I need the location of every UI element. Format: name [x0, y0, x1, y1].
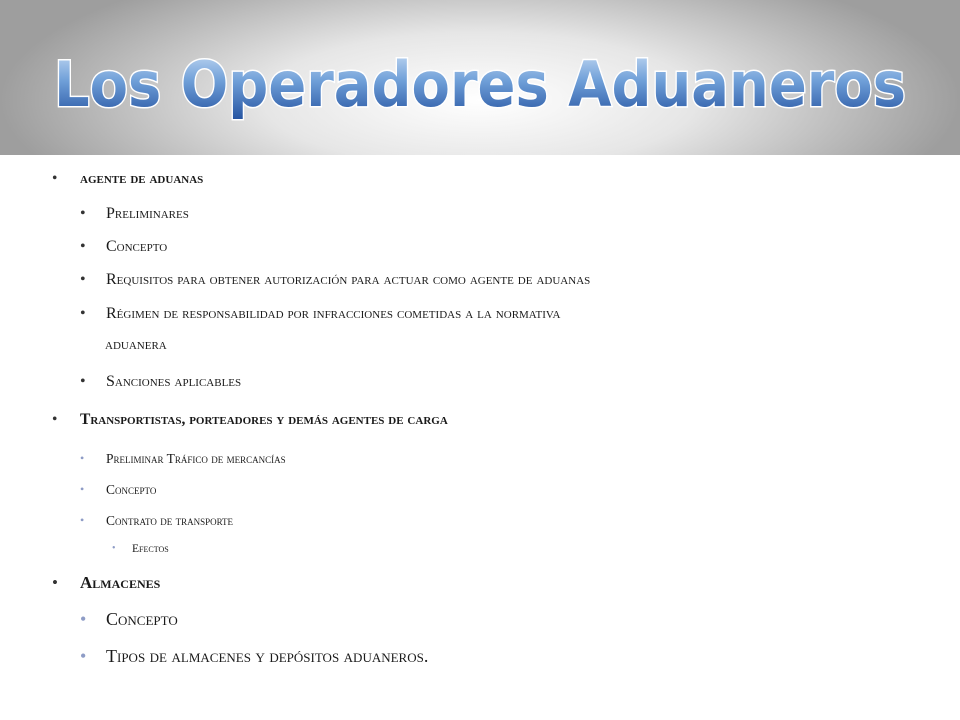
list-item-label: Concepto — [106, 482, 157, 497]
list-item-label: Sanciones aplicables — [106, 373, 242, 390]
section-heading-label: agente de aduanas — [80, 170, 204, 187]
section-heading-label: Transportistas, porteadores y demás agentes de carga — [80, 411, 448, 428]
bullet-icon: • — [52, 411, 58, 428]
list-item — [80, 271, 591, 289]
list-item-label: Preliminar Tráfico de mercancías — [106, 451, 286, 466]
list-item — [80, 451, 286, 467]
list-item-label: Requisitos para obtener autorización para actuar como agente de aduanas — [106, 271, 591, 288]
list-item — [80, 646, 429, 667]
bullet-icon: • — [80, 609, 87, 629]
list-item-continuation: aduanera — [105, 336, 167, 353]
bullet-icon: • — [52, 573, 58, 592]
list-item-label: Régimen de responsabilidad por infracciones cometidas a la normativa — [106, 305, 561, 322]
bullet-icon: • — [80, 238, 86, 255]
list-item — [80, 238, 168, 256]
sub-list-item-label: Efectos — [132, 543, 169, 555]
list-item — [80, 373, 242, 391]
slide-title — [0, 0, 960, 155]
list-item-label: Concepto — [106, 609, 178, 629]
sub-list-item — [112, 543, 169, 555]
section-heading-almacenes — [52, 573, 161, 593]
bullet-icon: • — [80, 451, 85, 465]
page-title: Los Operadores Aduaneros — [54, 48, 906, 121]
list-item-label: Preliminares — [106, 205, 189, 222]
bullet-icon: • — [52, 170, 58, 187]
list-item — [80, 482, 157, 498]
bullet-icon: • — [80, 646, 87, 666]
bullet-icon: • — [80, 373, 86, 390]
bullet-icon: • — [80, 271, 86, 288]
list-item-label: Concepto — [106, 238, 168, 255]
list-item — [80, 205, 189, 223]
section-heading-transportistas — [52, 411, 448, 429]
list-item-label: Contrato de transporte — [106, 513, 234, 528]
list-item — [80, 305, 561, 323]
bullet-icon: • — [80, 305, 86, 322]
list-item — [80, 609, 178, 630]
list-item — [80, 513, 234, 529]
list-item-label: Tipos de almacenes y depósitos aduaneros. — [106, 646, 429, 666]
bullet-icon: • — [80, 482, 85, 496]
section-heading-label: Almacenes — [80, 573, 161, 592]
bullet-icon: • — [112, 543, 116, 554]
bullet-icon: • — [80, 513, 85, 527]
bullet-icon: • — [80, 205, 86, 222]
section-heading-agente — [52, 170, 204, 188]
